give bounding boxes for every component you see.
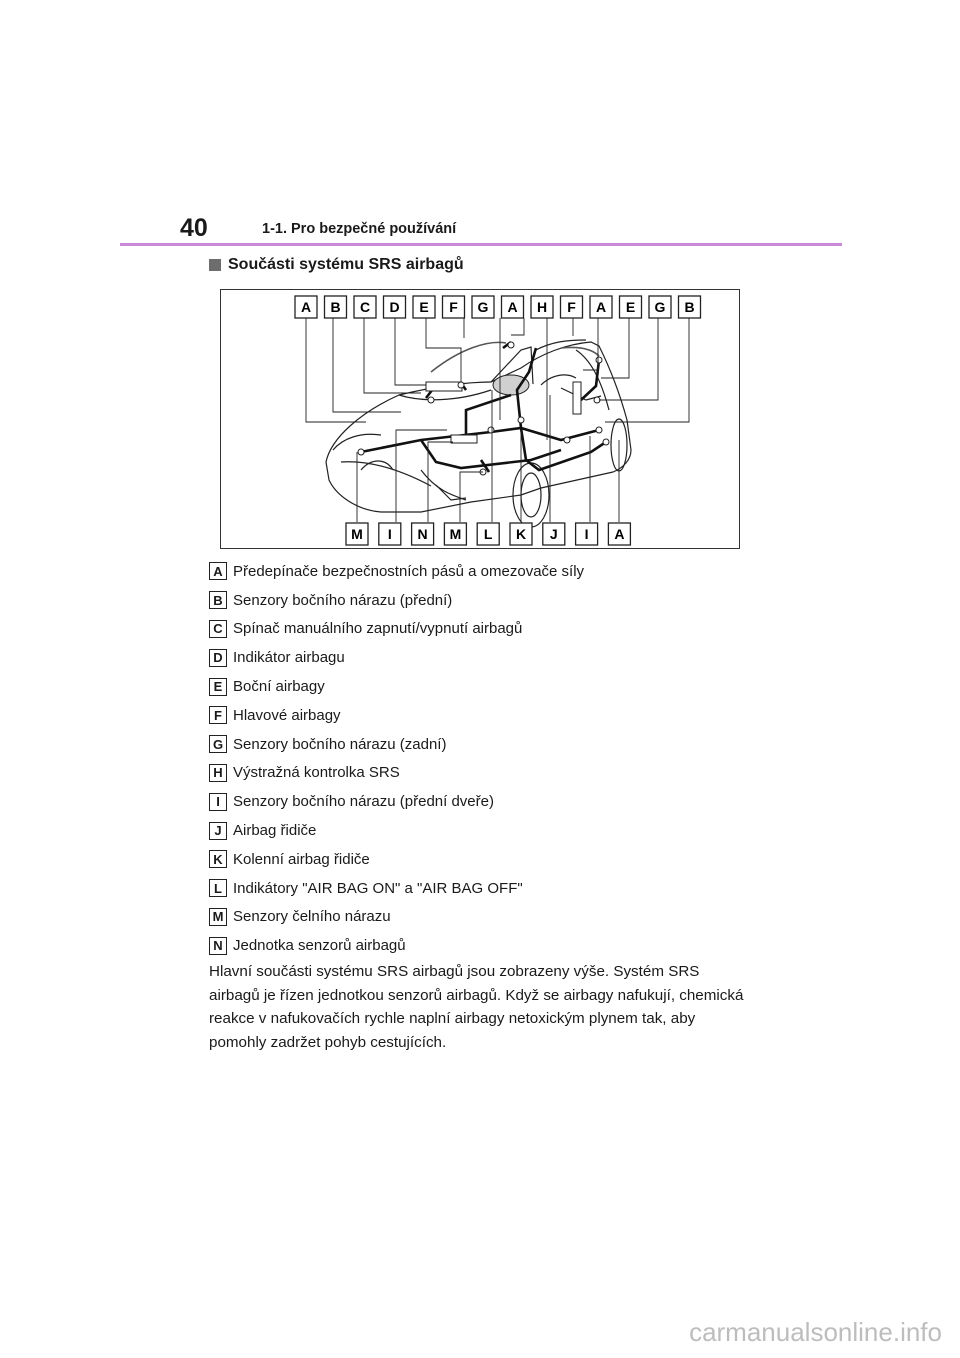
chapter-title: 1-1. Pro bezpečné používání	[262, 221, 457, 237]
callout-label	[325, 296, 347, 318]
callout-letter: A	[595, 299, 607, 315]
callout-label	[295, 296, 317, 318]
callout-letter: A	[507, 299, 518, 315]
legend-text: Hlavové airbagy	[233, 706, 341, 724]
legend-item-g	[209, 730, 769, 759]
leader-lines	[306, 318, 689, 522]
legend-item-d	[209, 643, 769, 672]
legend-item-b	[209, 586, 769, 615]
legend-text: Senzory čelního nárazu	[233, 908, 391, 926]
legend-text: Kolenní airbag řidiče	[233, 850, 370, 868]
callout-letter: A	[614, 526, 625, 542]
callout-letter: N	[417, 526, 428, 542]
callout-label	[444, 523, 466, 545]
callout-letter: J	[549, 526, 558, 542]
callout-label	[543, 523, 565, 545]
callout-letter: F	[449, 299, 458, 315]
legend-list	[209, 557, 769, 960]
legend-letter-badge: C	[209, 620, 227, 638]
section-heading-text: Součásti systému SRS airbagů	[228, 256, 464, 273]
airbag-diagram	[220, 289, 740, 549]
legend-item-j	[209, 816, 769, 845]
legend-letter-badge: N	[209, 937, 227, 955]
legend-item-n	[209, 931, 769, 960]
callout-label	[576, 523, 598, 545]
callout-letter: E	[419, 299, 429, 315]
callout-letter: D	[389, 299, 400, 315]
legend-item-k	[209, 845, 769, 874]
callout-label	[472, 296, 494, 318]
legend-text: Jednotka senzorů airbagů	[233, 937, 406, 955]
page-number: 40	[180, 214, 208, 242]
legend-letter-badge: J	[209, 822, 227, 840]
legend-item-h	[209, 759, 769, 788]
legend-text: Senzory bočního nárazu (přední)	[233, 591, 453, 609]
callout-label	[477, 523, 499, 545]
legend-text: Indikátory "AIR BAG ON" a "AIR BAG OFF"	[233, 879, 523, 897]
callout-label	[354, 296, 376, 318]
callout-letter: M	[449, 526, 462, 542]
callout-label	[679, 296, 701, 318]
callout-letter: C	[359, 299, 371, 315]
callout-letter: I	[387, 526, 392, 542]
callout-letter: G	[477, 299, 489, 315]
callout-label	[346, 523, 368, 545]
description-paragraph: Hlavní součásti systému SRS airbagů jsou zobrazeny výše. Systém SRS airbagů je řízen jednotkou senzorů airbagů. Když se airbagy nafukují, chemická reakce v nafukovačích rychle naplní airbagy netoxickým plynem tak, aby pomohly zadržet pohyb cestujících.	[209, 963, 744, 1051]
legend-text: Výstražná kontrolka SRS	[233, 764, 400, 782]
bottom-label-row	[346, 523, 630, 545]
legend-text: Senzory bočního nárazu (přední dveře)	[233, 793, 494, 811]
callout-letter: I	[584, 526, 589, 542]
callout-letter: L	[483, 526, 493, 542]
callout-letter: E	[625, 299, 636, 315]
legend-text: Boční airbagy	[233, 678, 325, 696]
legend-item-f	[209, 701, 769, 730]
callout-letter: M	[351, 526, 363, 542]
legend-item-a	[209, 557, 769, 586]
callout-label	[384, 296, 406, 318]
wiring-harness	[361, 342, 606, 472]
legend-letter-badge: A	[209, 562, 227, 580]
legend-item-e	[209, 672, 769, 701]
legend-item-m	[209, 903, 769, 932]
legend-text: Airbag řidiče	[233, 822, 317, 840]
callout-label	[531, 296, 553, 318]
legend-letter-badge: I	[209, 793, 227, 811]
legend-letter-badge: D	[209, 649, 227, 667]
legend-item-l	[209, 874, 769, 903]
callout-letter: H	[536, 299, 548, 315]
bullet-square-icon	[209, 259, 221, 271]
legend-letter-badge: B	[209, 591, 227, 609]
legend-letter-badge: L	[209, 879, 227, 897]
callout-label	[443, 296, 465, 318]
legend-letter-badge: G	[209, 735, 227, 753]
legend-letter-badge: F	[209, 706, 227, 724]
callout-letter: B	[330, 299, 341, 315]
callout-label	[590, 296, 612, 318]
legend-letter-badge: H	[209, 764, 227, 782]
legend-text: Senzory bočního nárazu (zadní)	[233, 735, 447, 753]
header-rule	[120, 243, 842, 246]
callout-letter: G	[654, 299, 666, 315]
watermark: carmanualsonline.info	[689, 1317, 942, 1347]
legend-text: Předepínače bezpečnostních pásů a omezovače síly	[233, 562, 585, 580]
legend-item-c	[209, 615, 769, 644]
legend-letter-badge: K	[209, 850, 227, 868]
top-label-row	[295, 296, 701, 318]
callout-label	[649, 296, 671, 318]
callout-letter: F	[567, 299, 576, 315]
callout-label	[561, 296, 583, 318]
legend-text: Spínač manuálního zapnutí/vypnutí airbagů	[233, 620, 523, 638]
legend-letter-badge: E	[209, 678, 227, 696]
car-illustration	[221, 290, 741, 550]
callout-label	[608, 523, 630, 545]
callout-label	[413, 296, 435, 318]
callout-letter: B	[684, 299, 695, 315]
callout-letter: K	[515, 526, 527, 542]
legend-letter-badge: M	[209, 908, 227, 926]
callout-label	[502, 296, 524, 318]
callout-letter: A	[300, 299, 312, 315]
legend-item-i	[209, 787, 769, 816]
callout-label	[620, 296, 642, 318]
callout-label	[510, 523, 532, 545]
section-heading	[209, 256, 464, 274]
callout-label	[379, 523, 401, 545]
callout-label	[412, 523, 434, 545]
legend-text: Indikátor airbagu	[233, 649, 345, 667]
